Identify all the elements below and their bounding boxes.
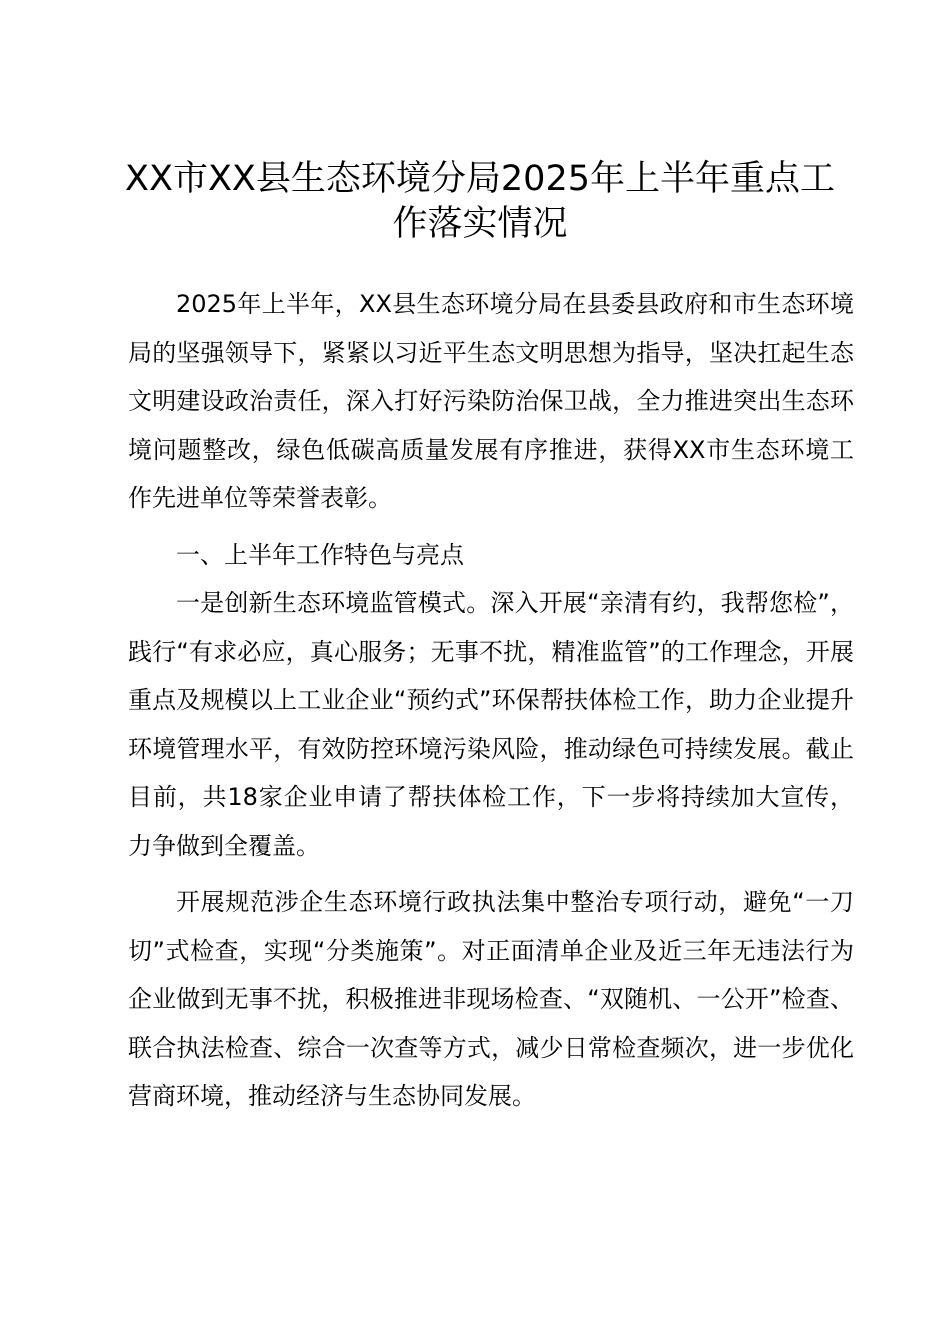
section-heading: 一、上半年工作特色与亮点 — [176, 540, 464, 569]
body-paragraph: 一是创新生态环境监管模式。深入开展“亲清有约，我帮您检”，践行“有求必应，真心服务；无事不扰，精准监管”的工作理念，开展重点及规模以上工业企业“预约式”环保帮扶体检工作，助力企业提升环境管理水平，有效防控环境污染风险，推动绿色可持续发展。截止目前，共18家企业申请了帮扶体检工作，下一步将持续加大宣传，力争做到全覆盖。 — [128, 589, 854, 860]
intro-paragraph: 2025年上半年，XX县生态环境分局在县委县政府和市生态环境局的坚强领导下，紧紧以习近平生态文明思想为指导，坚决扛起生态文明建设政治责任，深入打好污染防治保卫战，全力推进突出生态环境问题整改，绿色低碳高质量发展有序推进，获得XX市生态环境工作先进单位等荣誉表彰。 — [128, 290, 854, 512]
document-title: XX市XX县生态环境分局2025年上半年重点工作落实情况 — [125, 159, 835, 244]
document-body — [128, 280, 854, 1121]
body-paragraph: 开展规范涉企生态环境行政执法集中整治专项行动，避免“一刀切”式检查，实现“分类施策”。对正面清单企业及近三年无违法行为企业做到无事不扰，积极推进非现场检查、“双随机、一公开”检查、联合执法检查、综合一次查等方式，减少日常检查频次，进一步优化营商环境，推动经济与生态协同发展。 — [128, 888, 854, 1110]
